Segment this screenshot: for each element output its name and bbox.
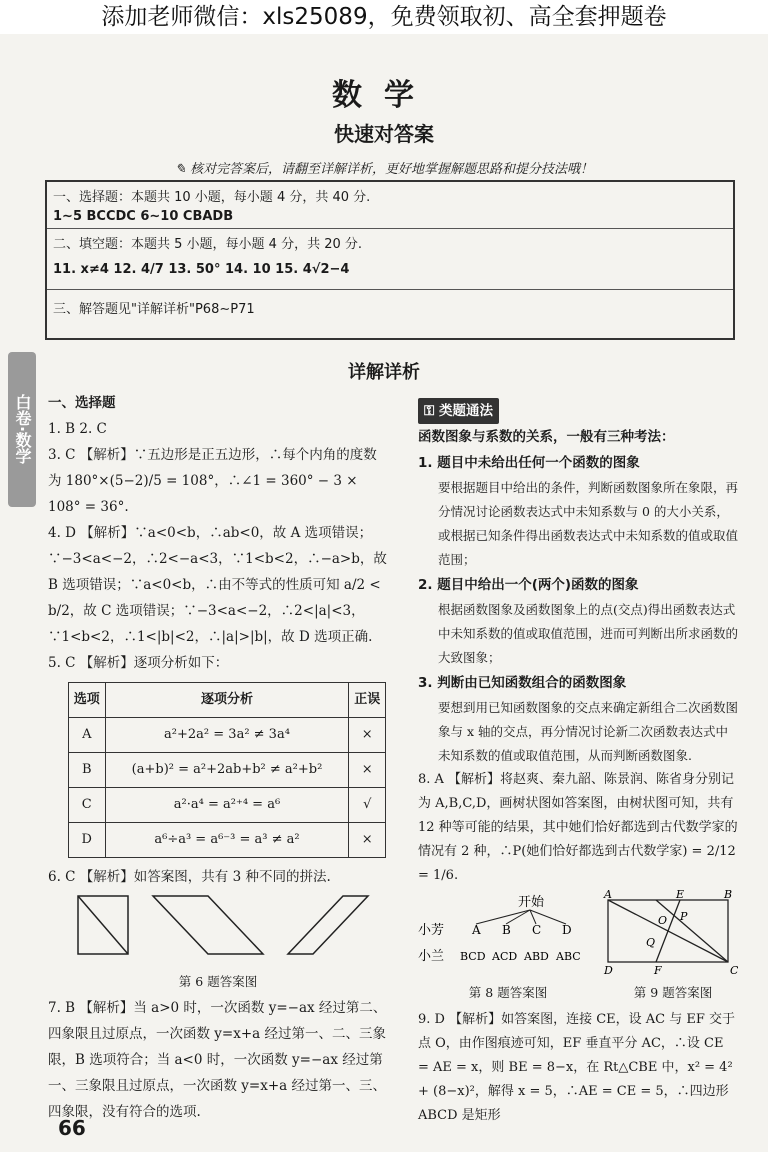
answer-row-choice-head: 一、选择题：本题共 10 小题，每小题 4 分，共 40 分.	[53, 190, 371, 205]
q5-table	[68, 682, 386, 858]
tree-node: D	[562, 923, 572, 937]
q9-label: Q	[646, 936, 656, 949]
tree-node: A	[472, 923, 481, 937]
tip-label	[418, 398, 499, 424]
answer-q3: 3. C 【解析】∵五边形是正五边形，∴每个内角的度数为 180°×(5−2)/5 = 108°，∴∠1 = 360° − 3 × 108° = 36°.	[48, 447, 377, 515]
tree-leaf: ABD	[524, 950, 549, 963]
figures-row	[418, 888, 738, 1008]
answer-row-choice-body: 1∼5 BCCDC 6∼10 CBADB	[53, 209, 234, 224]
answer-q7: 7. B 【解析】当 a>0 时，一次函数 y=−ax 经过第二、四象限且过原点，一次函数 y=x+a 经过第一、二、三象限，B 选项符合；当 a<0 时，一次函数 y=−ax 经过第一、三象限且过原点，一次函数 y=x+a 经过第一、三、四象限，没有符合的选项.	[48, 1000, 387, 1120]
q8-caption: 第 8 题答案图	[468, 985, 548, 1000]
page-title: 数学	[332, 78, 436, 113]
answer-q4: 4. D 【解析】∵a<0<b，∴ab<0，故 A 选项错误；∵−3<a<−2，∴2<−a<3，∵1<b<2，∴−a>b，故 B 选项错误；∵a<0<b，∴由不等式的性质可知 a/2 < b/2，故 C 选项错误；∵−3<a<−2，∴2<|a|<3，∵1<b<2，∴1<|b|<2，∴|a|>|b|，故 D 选项正确.	[48, 525, 387, 645]
table-cell: B	[69, 753, 106, 788]
table-cell: a²+2a² = 3a² ≠ 3a⁴	[105, 718, 349, 753]
q9-label: C	[730, 964, 738, 977]
q6-shape-1-diagonal	[78, 896, 128, 954]
q6-shape-2	[153, 896, 263, 954]
table-cell: ×	[349, 753, 386, 788]
tip1-title: 1. 题目中未给出任何一个函数的图象	[418, 455, 640, 471]
q9-segment-ef	[656, 900, 680, 962]
table-row	[69, 788, 386, 823]
answer-q8: 8. A 【解析】将赵爽、秦九韶、陈景润、陈省身分别记为 A,B,C,D，画树状图如答案图，由树状图可知，共有 12 种等可能的结果，其中她们恰好都选到古代数学家的情况有 2 种，∴P(她们恰好都选到古代数学家) = 2/12 = 1/6.	[418, 772, 738, 883]
figures-svg	[418, 888, 738, 988]
tip1-body: 要根据题目中给出的条件，判断函数图象所在象限，再分情况讨论函数表达式中未知系数与 0 的大小关系，或根据已知条件得出函数表达式中未知系数的值或取值范围；	[438, 480, 739, 567]
q9-caption: 第 9 题答案图	[633, 985, 713, 1000]
table-row	[69, 718, 386, 753]
q9-label: O	[658, 914, 668, 927]
section-heading: 一、选择题	[48, 395, 116, 411]
answer-q9: 9. D 【解析】如答案图，连接 CE，设 AC 与 EF 交于点 O，由作图痕迹可知，EF 垂直平分 AC，∴设 CE = AE = x，则 BE = 8−x，在 Rt△CBE 中，x² = 4² + (8−x)²，解得 x = 5，∴AE = CE = 5，∴四边形 ABCD 是矩形	[418, 1012, 736, 1123]
pencil-icon: ✎	[174, 162, 186, 177]
q9-label: F	[654, 964, 662, 977]
answer-row-fill-body: 11. x≠4 12. 4/7 13. 50° 14. 10 15. 4√2−4	[53, 262, 350, 277]
tip-label-text: 类题通法	[438, 403, 493, 419]
tree-node: C	[532, 923, 542, 937]
answer-q6: 6. C 【解析】如答案图，共有 3 种不同的拼法.	[48, 869, 331, 885]
note-text: 核对完答案后，请翻至详解详析，更好地掌握解题思路和提分技法哦！	[190, 162, 594, 177]
q9-label: P	[680, 910, 688, 923]
table-cell: ×	[349, 823, 386, 858]
q9-label: A	[604, 888, 612, 901]
table-cell: A	[69, 718, 106, 753]
tree-leaf: ABC	[556, 950, 581, 963]
tip3-body: 要想到用已知函数图象的交点来确定新组合二次函数图象与 x 轴的交点，再分情况讨论新二次函数表达式中未知系数的值或取值范围，从而判断函数图象.	[438, 700, 739, 763]
tree-row1-label: 小芳	[418, 923, 445, 938]
answer-row-fill	[47, 229, 733, 290]
tree-root: 开始	[518, 895, 545, 910]
table-header: 正误	[349, 683, 386, 718]
detail-title: 详解详析	[348, 362, 420, 383]
q6-shape-3	[288, 896, 368, 954]
answer-row-fill-head: 二、填空题：本题共 5 小题，每小题 4 分，共 20 分.	[53, 237, 363, 252]
q9-label: B	[724, 888, 733, 901]
q9-label: E	[676, 888, 685, 901]
answer-row-choice	[47, 182, 733, 229]
page-subtitle: 快速对答案	[334, 122, 434, 146]
q9-label: D	[604, 964, 613, 977]
table-row	[69, 823, 386, 858]
tree-leaf: ACD	[492, 950, 518, 963]
side-tab: 白卷·数学	[8, 352, 36, 507]
answer-row-solve: 三、解答题见"详解详析"P68∼P71	[53, 302, 255, 317]
tree-node: B	[502, 923, 511, 937]
table-cell: a⁶÷a³ = a⁶⁻³ = a³ ≠ a²	[105, 823, 349, 858]
answer-q5: 5. C 【解析】逐项分析如下：	[48, 655, 229, 671]
q6-caption: 第 6 题答案图	[178, 974, 258, 989]
tip3-title: 3. 判断由已知函数组合的函数图象	[418, 675, 627, 691]
table-cell: √	[349, 788, 386, 823]
key-icon: ⚿	[424, 403, 439, 419]
table-row	[69, 753, 386, 788]
page-number: 66	[58, 1116, 86, 1140]
instruction-note	[0, 158, 768, 177]
table-cell: C	[69, 788, 106, 823]
answer-q1-2: 1. B 2. C	[48, 421, 107, 437]
tip-intro: 函数图象与系数的关系，一般有三种考法：	[418, 429, 675, 445]
table-header-row	[69, 683, 386, 718]
table-header: 逐项分析	[105, 683, 349, 718]
right-column	[418, 398, 738, 1128]
table-cell: ×	[349, 718, 386, 753]
promo-banner: 添加老师微信：xls25089，免费领取初、高全套押题卷	[0, 0, 768, 34]
tip2-title: 2. 题目中给出一个(两个)函数的图象	[418, 577, 639, 593]
table-header: 选项	[69, 683, 106, 718]
table-cell: a²·a⁴ = a²⁺⁴ = a⁶	[105, 788, 349, 823]
answer-box	[45, 180, 735, 340]
tip2-body: 根据函数图象及函数图象上的点(交点)得出函数表达式中未知系数的值或取值范围，进而可判断出所求函数的大致图象；	[438, 602, 739, 665]
table-cell: D	[69, 823, 106, 858]
table-cell: (a+b)² = a²+2ab+b² ≠ a²+b²	[105, 753, 349, 788]
q6-figure	[48, 890, 378, 960]
tree-leaf: BCD	[460, 950, 486, 963]
left-column	[48, 390, 388, 1125]
tree-row2-label: 小兰	[418, 949, 445, 964]
